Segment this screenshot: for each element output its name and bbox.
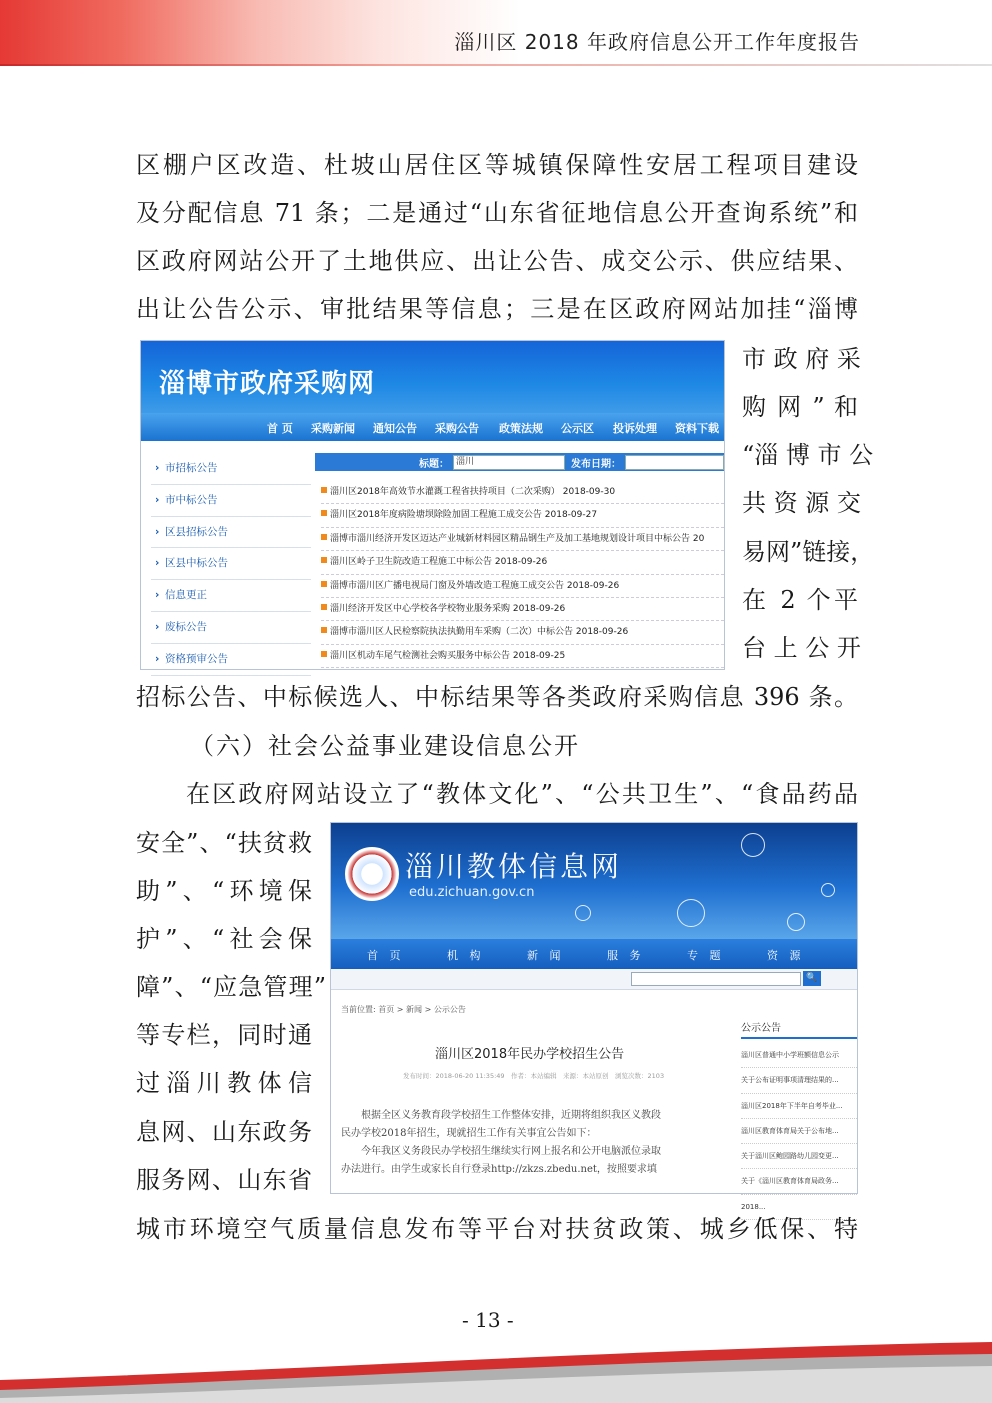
sidebar-item[interactable]: › 市招标公告 <box>151 453 311 485</box>
site-url: edu.zichuan.gov.cn <box>409 885 535 900</box>
text-line: 等专栏，同时通 <box>136 1021 312 1049</box>
sidebar-item[interactable]: 淄川区普通中小学班额信息公示 <box>741 1043 857 1068</box>
article-title: 淄川区2018年民办学校招生公告 <box>435 1047 625 1062</box>
bubble-icon <box>677 899 705 927</box>
nav-item[interactable]: 机 构 <box>447 949 485 962</box>
announcement-list <box>321 481 724 668</box>
sidebar-item[interactable]: › 区县招标公告 <box>151 517 311 549</box>
text-line: 区政府网站公开了土地供应、出让公告、成交公示、供应结果、 <box>136 247 858 275</box>
search-bar <box>315 453 724 471</box>
nav-item[interactable]: 投诉处理 <box>613 422 657 435</box>
article-line: 民办学校2018年招生，现就招生工作有关事宜公告如下： <box>341 1128 597 1139</box>
text-line: 出让公告公示、审批结果等信息；三是在区政府网站加挂“淄博 <box>136 295 858 323</box>
text-line: 在 2 个平 <box>742 586 858 614</box>
nav-item[interactable]: 资料下载 <box>675 422 719 435</box>
sidebar-item[interactable]: › 资格预审公告 <box>151 644 311 676</box>
text-line: 障”、“应急管理” <box>136 973 326 1001</box>
text-line: 息网、山东政务 <box>136 1118 312 1146</box>
list-item[interactable]: 淄博市淄川区人民检察院执法执勤用车采购（二次）中标公告 2018-09-26 <box>321 621 724 644</box>
text-line: 助”、“环境保 <box>136 877 312 905</box>
sidebar-item[interactable]: › 市中标公告 <box>151 485 311 517</box>
nav-item[interactable]: 专 题 <box>687 949 725 962</box>
report-title: 淄川区 2018 年政府信息公开工作年度报告 <box>454 30 860 54</box>
text-line: 台 上 公 开 <box>742 634 861 662</box>
sidebar-title: 公示公告 <box>741 1019 857 1039</box>
text-line: 招标公告、中标候选人、中标结果等各类政府采购信息 396 条。 <box>136 683 858 711</box>
education-site-screenshot <box>330 822 858 1211</box>
list-item[interactable]: 淄博市淄川经济开发区迈达产业城新材料园区精品钢生产及加工基地规划设计项目中标公告 20 <box>321 528 724 551</box>
sidebar-item[interactable]: 关于公布证明事项清理结果的... <box>741 1068 857 1093</box>
bubble-icon <box>787 913 805 931</box>
nav-item[interactable]: 首 页 <box>267 422 293 435</box>
nav-item[interactable]: 采购新闻 <box>311 422 355 435</box>
text-line: “淄 博 市 公 <box>742 441 874 469</box>
list-item[interactable]: 淄川经济开发区中心学校各学校物业服务采购 2018-09-26 <box>321 598 724 621</box>
sidebar-item[interactable]: 关于淄川区鲍园路幼儿园变更... <box>741 1144 857 1169</box>
breadcrumb: 当前位置: 首页 > 新闻 > 公示公告 <box>341 1005 466 1014</box>
notice-sidebar <box>741 1019 857 1220</box>
text-line: 服务网、山东省 <box>136 1166 312 1194</box>
bubble-icon <box>741 833 765 857</box>
article-body <box>341 1107 721 1179</box>
sidebar-item[interactable]: › 信息更正 <box>151 580 311 612</box>
nav-item[interactable]: 新 闻 <box>527 949 565 962</box>
list-item[interactable]: 淄川区2018年高效节水灌溉工程省扶持项目（二次采购） 2018-09-30 <box>321 481 724 504</box>
school-emblem-icon <box>345 847 399 901</box>
text-line: 在区政府网站设立了“教体文化”、“公共卫生”、“食品药品 <box>186 780 858 808</box>
article-line: 根据全区义务教育段学校招生工作整体安排，近期将组织我区义教段 <box>341 1110 661 1121</box>
site-logo: 淄博市政府采购网 <box>159 369 376 399</box>
text-line: 护”、“社会保 <box>136 925 312 953</box>
list-item[interactable]: 淄博市淄川区广播电视局门窗及外墙改造工程施工成交公告 2018-09-26 <box>321 575 724 598</box>
text-line: 购 网 ” 和 <box>742 393 858 421</box>
title-input[interactable]: 淄川 <box>453 455 565 470</box>
text-line: 易网”链接， <box>742 538 875 566</box>
site-nav <box>141 413 724 441</box>
search-icon[interactable]: 🔍 <box>803 971 821 986</box>
site-banner <box>331 823 857 939</box>
section-heading: （六）社会公益事业建设信息公开 <box>190 732 580 760</box>
nav-item[interactable]: 采购公告 <box>435 422 479 435</box>
sidebar-item[interactable]: 淄川区2018年下半年自考毕业... <box>741 1094 857 1119</box>
sidebar-item[interactable]: 淄川区教育体育局关于公布地... <box>741 1119 857 1144</box>
sidebar-item[interactable]: 关于《淄川区教育体育局政务... <box>741 1169 857 1194</box>
site-sidebar <box>151 453 311 676</box>
page-number: - 13 - <box>462 1308 514 1332</box>
title-label: 标题： <box>419 459 449 470</box>
nav-item[interactable]: 首 页 <box>367 949 405 962</box>
list-item[interactable]: 淄川区岭子卫生院改造工程施工中标公告 2018-09-26 <box>321 551 724 574</box>
text-line: 及分配信息 71 条；二是通过“山东省征地信息公开查询系统”和 <box>136 199 858 227</box>
list-item[interactable]: 淄川区2018年度病险塘坝除险加固工程施工成交公告 2018-09-27 <box>321 504 724 527</box>
nav-item[interactable]: 资 源 <box>767 949 805 962</box>
article-meta: 发布时间：2018-06-20 11:35:49 作者：本站编辑 来源：本站原创 浏览次数：2103 <box>403 1072 665 1080</box>
bubble-icon <box>575 905 591 921</box>
text-line: 过淄川教体信 <box>136 1069 312 1097</box>
text-line: 区棚户区改造、杜坡山居住区等城镇保障性安居工程项目建设 <box>136 151 858 179</box>
procurement-site-screenshot <box>140 340 725 670</box>
article-line: 今年我区义务段民办学校招生继续实行网上报名和公开电脑派位录取 <box>341 1146 661 1157</box>
text-line: 市 政 府 采 <box>742 345 861 373</box>
site-logo: 淄川教体信息网 <box>405 850 623 883</box>
list-item[interactable]: 淄川区机动车尾气检测社会购买服务中标公告 2018-09-25 <box>321 645 724 668</box>
nav-item[interactable]: 通知公告 <box>373 422 417 435</box>
search-input[interactable] <box>631 972 801 986</box>
sidebar-item[interactable]: 2018... <box>741 1195 857 1220</box>
text-line: 城市环境空气质量信息发布等平台对扶贫政策、城乡低保、特 <box>136 1215 858 1243</box>
text-line: 安全”、“扶贫救 <box>136 829 312 857</box>
nav-item[interactable]: 公示区 <box>561 422 594 435</box>
nav-item[interactable]: 服 务 <box>607 949 645 962</box>
date-input[interactable] <box>625 455 724 470</box>
search-bar <box>331 969 857 990</box>
article-line: 办法进行。由学生或家长自行登录http://zkzs.zbedu.net，按照要求填 <box>341 1164 657 1175</box>
text-line: 共 资 源 交 <box>742 489 861 517</box>
sidebar-item[interactable]: › 废标公告 <box>151 612 311 644</box>
sidebar-item[interactable]: › 区县中标公告 <box>151 548 311 580</box>
date-label: 发布日期： <box>571 459 621 470</box>
site-banner <box>141 341 724 413</box>
bubble-icon <box>821 883 835 897</box>
footer-swoosh <box>0 1340 992 1403</box>
nav-item[interactable]: 政策法规 <box>499 422 543 435</box>
site-nav <box>331 939 857 969</box>
